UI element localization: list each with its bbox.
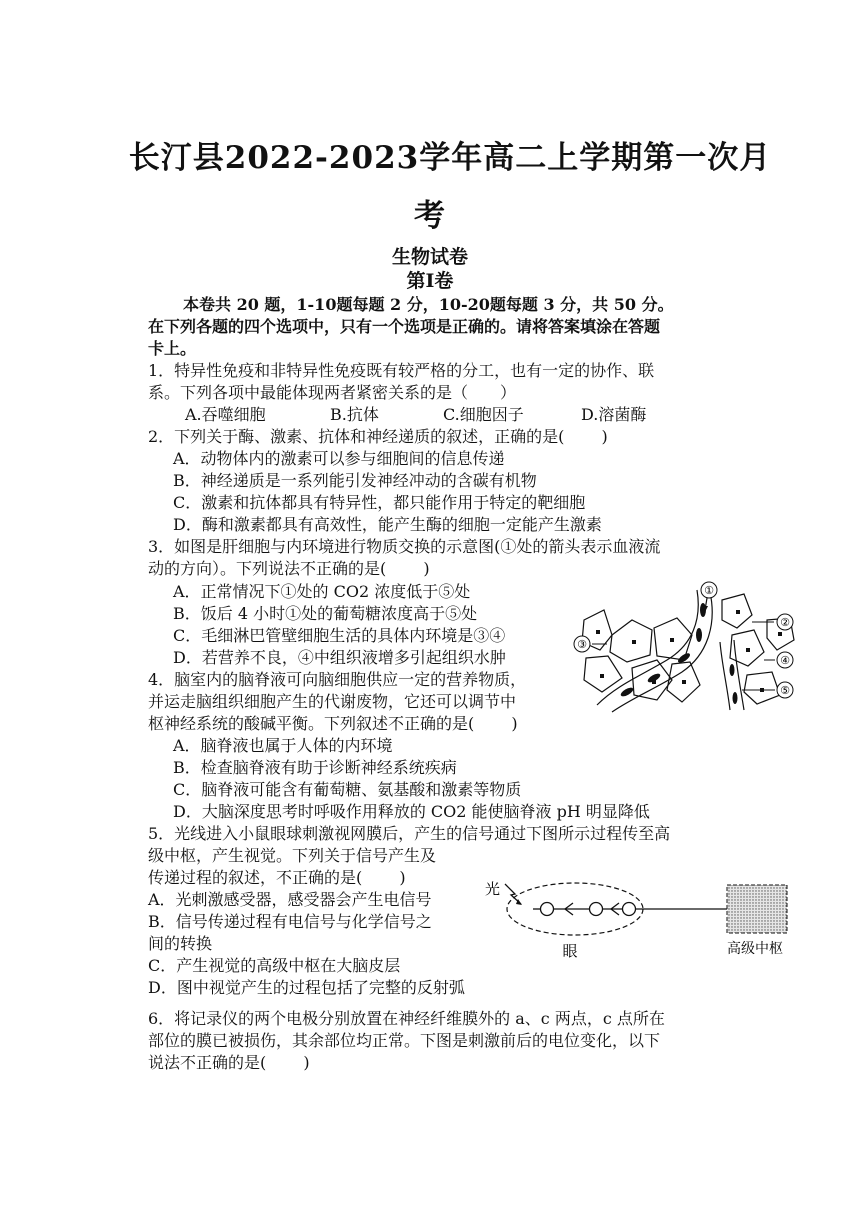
q5-stem-line1: 5．光线进入小鼠眼球刺激视网膜后，产生的信号通过下图所示过程传至高 (148, 824, 671, 843)
instructions-line3: 卡上。 (148, 339, 197, 358)
q5-stem-line2: 级中枢，产生视觉。下列关于信号产生及 (148, 846, 437, 865)
q2-stem: 2．下列关于酶、激素、抗体和神经递质的叙述，正确的是( ) (148, 427, 608, 446)
liver-label-5: ⑤ (780, 684, 790, 697)
q5-stem-line3: 传递过程的叙述，不正确的是( ) (148, 868, 406, 887)
vision-center-label: 高级中枢 (727, 941, 783, 957)
q3-option-b: B．饭后 4 小时①处的葡萄糖浓度高于⑤处 (173, 604, 478, 623)
q1-option-d: D.溶菌酶 (581, 405, 647, 424)
q4-option-c: C．脑脊液可能含有葡萄糖、氨基酸和激素等物质 (173, 780, 522, 799)
vision-pathway-figure (485, 872, 795, 960)
q5-option-b-line1: B．信号传递过程有电信号与化学信号之 (148, 912, 432, 931)
q1-stem-line1: 1．特异性免疫和非特异性免疫既有较严格的分工，也有一定的协作、联 (148, 361, 655, 380)
q1-option-b: B.抗体 (330, 405, 379, 424)
q5-option-b-line2: 间的转换 (148, 934, 213, 953)
exam-subject: 生物试卷 (391, 246, 468, 268)
q3-option-a: A．正常情况下①处的 CO2 浓度低于⑤处 (173, 582, 471, 601)
q1-option-a: A.吞噬细胞 (185, 405, 266, 424)
q4-stem-line1: 4．脑室内的脑脊液可向脑细胞供应一定的营养物质， (148, 670, 527, 689)
liver-label-3: ③ (577, 638, 587, 651)
liver-exchange-figure (572, 580, 798, 715)
instructions-line1: 本卷共 20 题，1-10题每题 2 分，10-20题每题 3 分，共 50 分。 (183, 295, 674, 314)
q6-stem-line2: 部位的膜已被损伤，其余部位均正常。下图是刺激前后的电位变化，以下 (148, 1031, 661, 1050)
q4-option-a: A．脑脊液也属于人体的内环境 (173, 736, 393, 755)
q4-stem-line2: 并运走脑组织细胞产生的代谢废物，它还可以调节中 (148, 692, 517, 711)
vision-eye-label: 眼 (562, 942, 578, 960)
q5-option-c: C．产生视觉的高级中枢在大脑皮层 (148, 956, 401, 975)
q4-option-d: D．大脑深度思考时呼吸作用释放的 CO2 能使脑脊液 pH 明显降低 (173, 802, 650, 821)
q6-stem-line3: 说法不正确的是( ) (148, 1053, 310, 1072)
q2-option-a: A．动物体内的激素可以参与细胞间的信息传递 (173, 449, 505, 468)
exam-title-line1: 长汀县2022-2023学年高二上学期第一次月 (128, 140, 772, 176)
instructions-line2: 在下列各题的四个选项中，只有一个选项是正确的。请将答案填涂在答题 (148, 317, 661, 336)
exam-title-line2: 考 (414, 198, 446, 234)
q2-option-c: C．激素和抗体都具有特异性，都只能作用于特定的靶细胞 (173, 493, 586, 512)
q2-option-b: B．神经递质是一系列能引发神经冲动的含碳有机物 (173, 471, 537, 490)
q4-option-b: B．检查脑脊液有助于诊断神经系统疾病 (173, 758, 457, 777)
q3-stem-line2: 动的方向）。下列说法不正确的是( ) (148, 559, 430, 578)
q5-option-d: D．图中视觉产生的过程包括了完整的反射弧 (148, 978, 465, 997)
exam-section: 第Ⅰ卷 (406, 270, 454, 292)
liver-label-2: ② (780, 616, 790, 629)
q5-option-a: A．光刺激感受器，感受器会产生电信号 (148, 890, 432, 909)
q3-option-c: C．毛细淋巴管壁细胞生活的具体内环境是③④ (173, 626, 506, 645)
q1-option-c: C.细胞因子 (443, 405, 524, 424)
vision-light-label: 光 (485, 880, 501, 898)
q6-stem-line1: 6．将记录仪的两个电极分别放置在神经纤维膜外的 a、c 两点，c 点所在 (148, 1009, 665, 1028)
q3-stem-line1: 3．如图是肝细胞与内环境进行物质交换的示意图(①处的箭头表示血液流 (148, 537, 661, 556)
q3-option-d: D．若营养不良，④中组织液增多引起组织水肿 (173, 648, 506, 667)
q4-stem-line3: 枢神经系统的酸碱平衡。下列叙述不正确的是( ) (148, 714, 518, 733)
q1-stem-line2: 系。下列各项中最能体现两者紧密关系的是（ ） (148, 383, 517, 402)
liver-label-1: ① (704, 584, 714, 597)
liver-label-4: ④ (780, 654, 790, 667)
q2-option-d: D．酶和激素都具有高效性，能产生酶的细胞一定能产生激素 (173, 515, 602, 534)
